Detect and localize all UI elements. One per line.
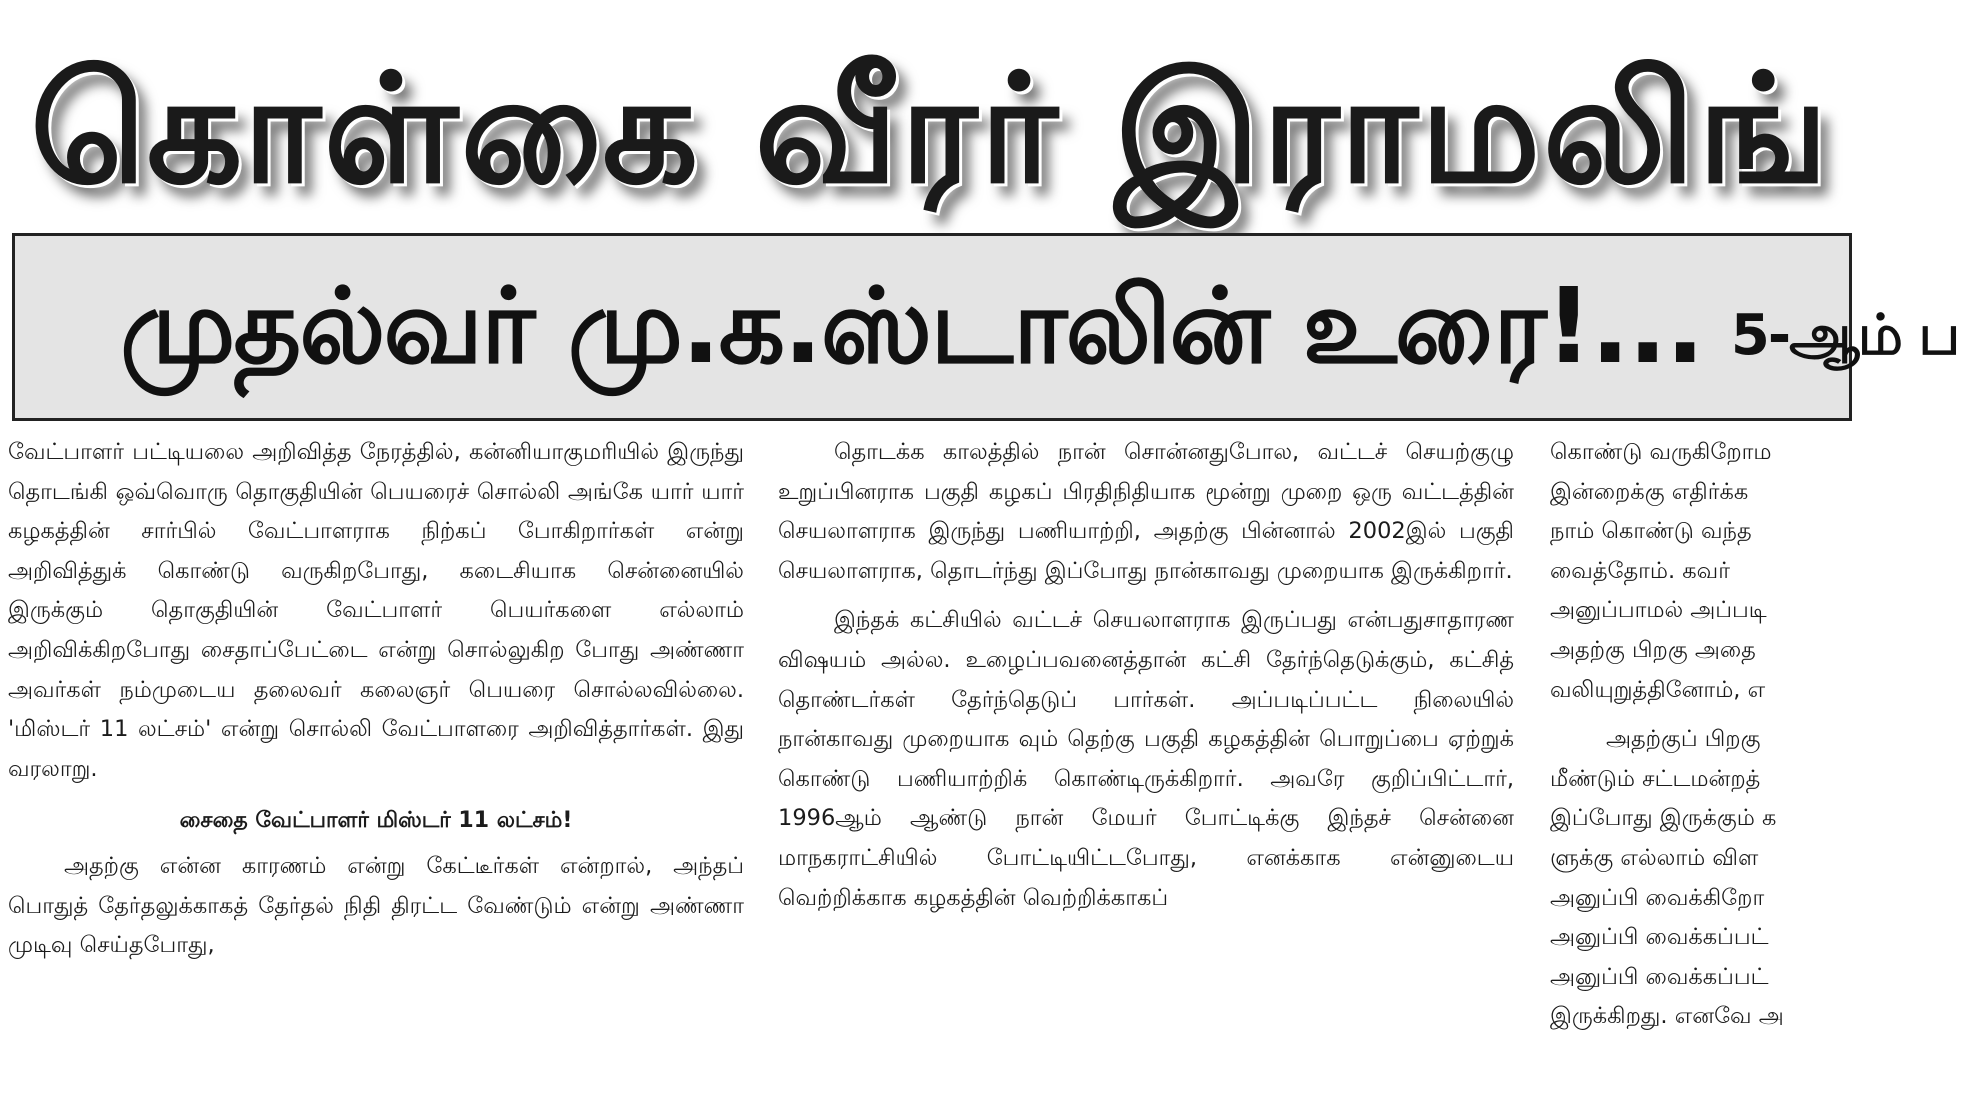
- headline: கொள்கை வீரர் இராமலிங்: [30, 43, 1831, 217]
- column-3-line: நாம் கொண்டு வந்த: [1550, 518, 1752, 545]
- column-3-line: இருக்கிறது. எனவே அ: [1550, 1003, 1784, 1030]
- subhead-page-ref: 5-ஆம் ப: [1730, 303, 1959, 368]
- column-3-line: வலியுறுத்தினோம், எ: [1550, 676, 1766, 703]
- subhead-banner: [12, 233, 1959, 421]
- column-3-line: ளுக்கு எல்லாம் விள: [1550, 844, 1759, 871]
- column-3-line: அனுப்பி வைக்கப்பட்: [1550, 924, 1769, 951]
- column-3-line: கொண்டு வருகிறோம: [1550, 439, 1772, 465]
- column-3: [1550, 433, 1970, 1037]
- column-1: [8, 433, 744, 966]
- column-3-line: அனுப்பி வைக்கிறோ: [1550, 884, 1765, 911]
- subhead-text: [120, 256, 1958, 406]
- subhead-main-title: முதல்வர் மு.க.ஸ்டாலின் உரை!...: [120, 265, 1703, 387]
- column-1-paragraph-2: அதற்கு என்ன காரணம் என்று கேட்டீர்கள் என்றால், அந்தப் பொதுத் தேர்தலுக்காகத் தேர்தல் நிதி திரட்ட வேண்டும் என்று அண்ணா முடிவு செய்தபோது,: [8, 852, 744, 959]
- column-3-line: அதற்குப் பிறகு: [1606, 726, 1761, 753]
- article-body: [0, 433, 1834, 1110]
- column-1-subheading: சைதை வேட்பாளர் மிஸ்டர் 11 லட்சம்!: [179, 808, 573, 834]
- column-3-line: அனுப்பி வைக்கப்பட்: [1550, 963, 1769, 990]
- column-2-paragraph-1: தொடக்க காலத்தில் நான் சொன்னதுபோல, வட்டச் செயற்குழு உறுப்பினராக பகுதி கழகப் பிரதிநிதியாக மூன்று முறை ஒரு வட்டத்தின் செயலாளராக இருந்து பணியாற்றி, அதற்கு பின்னால் 2002இல் பகுதி செயலாளராக, தொடர்ந்து இப்போது நான்காவது முறையாக இருக்கிறார்.: [778, 439, 1514, 584]
- column-3-line: இன்றைக்கு எதிர்க்க: [1550, 478, 1749, 505]
- column-2-paragraph-2: இந்தக் கட்சியில் வட்டச் செயலாளராக இருப்பது என்பதுசாதாரண விஷயம் அல்ல. உழைப்பவனைத்தான் கட்சி தேர்ந்தெடுக்கும், கட்சித் தொண்டர்கள் தேர்ந்தெடுப் பார்கள். அப்படிப்பட்ட நிலையில் நான்காவது முறையாக வும் தெற்கு பகுதி கழகத்தின் பொறுப்பை ஏற்றுக் கொண்டு பணியாற்றிக் கொண்டிருக்கிறார். அவரே குறிப்பிட்டார், 1996ஆம் ஆண்டு நான் மேயர் போட்டிக்கு இந்தச் சென்னை மாநகராட்சியில் போட்டியிட்டபோது, எனக்காக என்னுடைய வெற்றிக்காக கழகத்தின் வெற்றிக்காகப்: [778, 607, 1514, 911]
- column-1-paragraph-1: வேட்பாளர் பட்டியலை அறிவித்த நேரத்தில், கன்னியாகுமரியில் இருந்து தொடங்கி ஒவ்வொரு தொகுதியின் பெயரைச் சொல்லி அங்கே யார் யார் கழகத்தின் சார்பில் வேட்பாளராக நிற்கப் போகிறார்கள் என்று அறிவித்துக் கொண்டு வருகிறபோது, கடைசியாக சென்னையில் இருக்கும் தொகுதியின் வேட்பாளர் பெயர்களை எல்லாம் அறிவிக்கிறபோது சைதாப்பேட்டை என்று சொல்லுகிற போது அண்ணா அவர்கள் நம்முடைய தலைவர் கலைஞர் பெயரை சொல்லவில்லை. 'மிஸ்டர் 11 லட்சம்' என்று சொல்லி வேட்பாளரை அறிவித்தார்கள். இது வரலாறு.: [8, 439, 744, 782]
- column-3-line: அனுப்பாமல் அப்படி: [1550, 597, 1767, 624]
- column-3-line: வைத்தோம். கவர்: [1550, 557, 1730, 584]
- column-3-line: அதற்கு பிறகு அதை: [1550, 636, 1756, 663]
- column-3-line: இப்போது இருக்கும் க: [1550, 805, 1777, 832]
- column-2: [778, 433, 1514, 918]
- column-3-line: மீண்டும் சட்டமன்றத்: [1550, 765, 1761, 792]
